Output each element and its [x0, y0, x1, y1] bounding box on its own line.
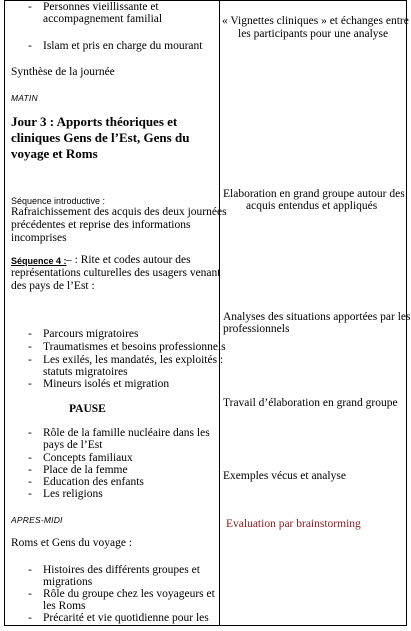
activity-group-elaboration: acquis entendus et appliqués	[246, 200, 378, 212]
list-bullet: -	[28, 476, 32, 488]
list-item: les Roms	[43, 600, 86, 612]
list-bullet: -	[28, 328, 32, 340]
activity-situation-analysis: professionnels	[223, 323, 290, 335]
list-item: Les religions	[43, 488, 103, 500]
list-bullet: -	[28, 588, 32, 600]
activity-group-elaboration: Elaboration en grand groupe autour des	[223, 188, 405, 200]
seq4-label: Séquence 4 :	[11, 256, 67, 266]
list-item: Place de la femme	[43, 464, 128, 476]
list-bullet: -	[28, 427, 32, 439]
apres-midi-heading: APRES-MIDI	[11, 515, 63, 525]
list-bullet: -	[28, 564, 32, 576]
pause-heading: PAUSE	[69, 403, 106, 415]
list-item: Personnes vieillissante et	[43, 1, 159, 13]
activity-clinical-vignettes: les participants pour une analyse	[238, 28, 389, 40]
list-item: accompagnement familial	[43, 13, 163, 25]
list-item: Islam et pris en charge du mourant	[43, 40, 203, 52]
day-title: cliniques Gens de l’Est, Gens du	[11, 130, 190, 145]
list-item: Education des enfants	[43, 476, 144, 488]
list-bullet: -	[28, 464, 32, 476]
list-bullet: -	[28, 612, 32, 624]
roms-heading: Roms et Gens du voyage :	[11, 537, 133, 549]
list-item: Mineurs isolés et migration	[43, 378, 170, 390]
list-item: Rôle de la famille nucléaire dans les	[43, 427, 210, 439]
activity-evaluation: Evaluation par brainstorming	[226, 518, 361, 530]
list-item: Précarité et vie quotidienne pour les	[43, 612, 209, 624]
seq-intro-text: précédentes et reprise des informations	[11, 219, 191, 231]
list-bullet: -	[28, 354, 32, 366]
list-item: migrations	[43, 576, 93, 588]
seq-intro-text: incomprises	[11, 232, 67, 244]
activity-group-work: Travail d’élaboration en grand groupe	[223, 397, 398, 409]
column-divider	[219, 1, 220, 625]
list-item: Les exilés, les mandatés, les exploités :	[43, 354, 224, 366]
seq-intro-label: Séquence introductive :	[11, 196, 106, 206]
seq4-text: – : Rite et codes autour des	[66, 254, 191, 266]
day-title: voyage et Roms	[11, 146, 98, 161]
list-bullet: -	[28, 378, 32, 390]
list-item: pays de l’Est	[43, 439, 103, 451]
seq4-text: représentations culturelles des usagers venant	[11, 267, 221, 279]
list-bullet: -	[28, 40, 32, 52]
synthese-text: Synthèse de la journée	[11, 66, 115, 78]
list-bullet: -	[28, 341, 32, 353]
day-title: Jour 3 : Apports théoriques et	[11, 114, 178, 129]
list-item: Concepts familiaux	[43, 452, 133, 464]
list-bullet: -	[28, 452, 32, 464]
list-item: Parcours migratoires	[43, 328, 139, 340]
activity-examples: Exemples vécus et analyse	[223, 470, 346, 482]
list-item: Rôle du groupe chez les voyageurs et	[43, 588, 215, 600]
list-item: Histoires des différents groupes et	[43, 564, 200, 576]
list-item: Traumatismes et besoins professionnels	[43, 341, 226, 353]
list-item: statuts migratoires	[43, 366, 128, 378]
seq-intro-text: Rafraichissement des acquis des deux journées	[11, 206, 227, 218]
activity-clinical-vignettes: « Vignettes cliniques » et échanges entre	[222, 15, 409, 27]
list-bullet: -	[28, 1, 32, 13]
seq4-text: des pays de l’Est :	[11, 280, 95, 292]
matin-heading: MATIN	[11, 93, 38, 103]
activity-situation-analysis: Analyses des situations apportées par les	[223, 311, 411, 323]
list-bullet: -	[28, 488, 32, 500]
